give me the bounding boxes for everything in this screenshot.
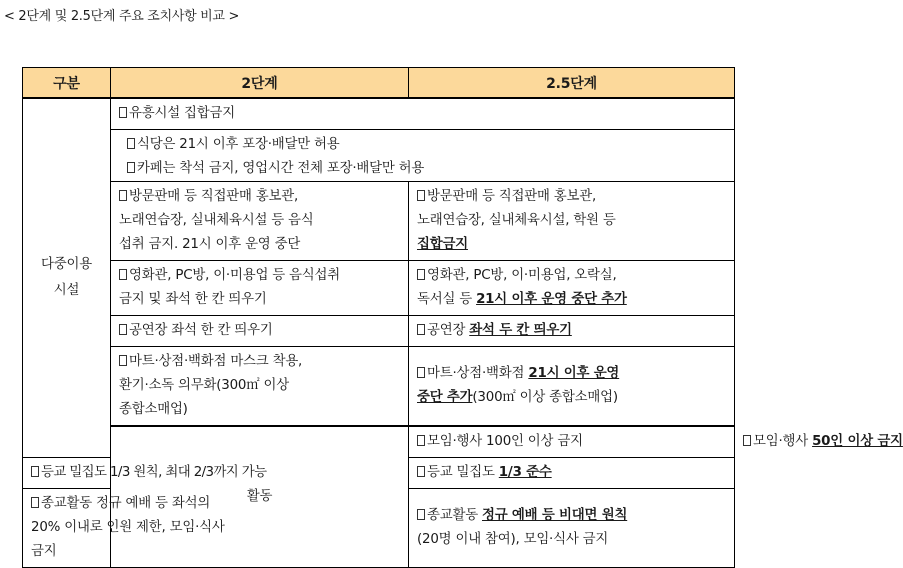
cell-text: 공연장	[427, 323, 470, 338]
cell-text: 금지	[31, 544, 57, 559]
header-row	[23, 68, 735, 99]
cell-text: 섭취 금지. 21시 이후 운영 중단	[119, 237, 301, 252]
checkbox-icon	[119, 355, 127, 366]
cell-text: 모임·행사	[753, 434, 813, 449]
cell-level2	[111, 347, 409, 427]
cell-text: 영화관, PC방, 이·미용업, 오락실,	[427, 268, 617, 283]
cell-level2	[23, 489, 225, 568]
cell-text: 20% 이내로 인원 제한, 모임·식사	[31, 520, 225, 535]
cell-text: 노래연습장, 실내체육시설 등 음식	[119, 213, 314, 228]
cell-text: (300㎡ 이상 종합소매업)	[472, 390, 618, 405]
cell-text: 방문판매 등 직접판매 홍보관,	[129, 189, 299, 204]
cell-level2	[23, 458, 267, 489]
row-text: 카페는 착석 금지, 영업시간 전체 포장·배달만 허용	[137, 161, 425, 176]
row-text: 유흥시설 집합금지	[129, 106, 235, 121]
category-label-line2: 시설	[53, 283, 80, 298]
cell-level2	[111, 261, 409, 316]
cell-text: 환기·소독 의무화(300㎡ 이상	[119, 378, 289, 393]
header-level25: 2.5단계	[409, 68, 735, 99]
cell-text: 노래연습장, 실내체육시설, 학원 등	[417, 213, 616, 228]
cell-text: 독서실 등	[417, 292, 477, 307]
highlight-text: 집합금지	[417, 237, 468, 252]
checkbox-icon	[119, 269, 127, 280]
cell-text: 방문판매 등 직접판매 홍보관,	[427, 189, 597, 204]
cell-level2	[111, 316, 409, 347]
cell-text: 마트·상점·백화점 마스크 착용,	[129, 354, 303, 369]
checkbox-icon	[417, 367, 425, 378]
cell-text: 공연장 좌석 한 칸 띄우기	[129, 323, 273, 338]
cell-text: 금지 및 좌석 한 칸 띄우기	[119, 292, 267, 307]
highlight-text: 1/3 준수	[498, 465, 552, 480]
checkbox-icon	[31, 497, 39, 508]
row-entertainment-ban	[111, 98, 735, 130]
cell-text: 마트·상점·백화점	[427, 366, 529, 381]
category-activities: 활동	[111, 426, 409, 568]
checkbox-icon	[31, 466, 39, 477]
table-row	[23, 98, 735, 130]
cell-level2	[111, 182, 409, 261]
cell-level25	[409, 458, 735, 489]
checkbox-icon	[417, 324, 425, 335]
checkbox-icon	[417, 269, 425, 280]
highlight-text: 21시 이후 운영	[528, 366, 620, 381]
highlight-text: 21시 이후 운영 중단 추가	[476, 292, 627, 307]
checkbox-icon	[127, 138, 135, 149]
category-label-line1: 다중이용	[41, 257, 92, 272]
highlight-text: 좌석 두 칸 띄우기	[469, 323, 572, 338]
table-row	[23, 316, 735, 347]
checkbox-icon	[417, 435, 425, 446]
cell-level25	[409, 182, 735, 261]
row-text: 식당은 21시 이후 포장·배달만 허용	[137, 137, 340, 152]
highlight-text: 중단 추가	[417, 390, 473, 405]
checkbox-icon	[417, 466, 425, 477]
cell-text: 등교 밀집도 1/3 원칙, 최대 2/3까지 가능	[41, 465, 267, 480]
checkbox-icon	[743, 435, 751, 446]
header-category: 구분	[23, 68, 111, 99]
cell-text: 종교활동 정규 예배 등 좌석의	[41, 496, 211, 511]
cell-level25	[409, 347, 735, 427]
checkbox-icon	[119, 324, 127, 335]
table-row	[23, 182, 735, 261]
cell-level2	[409, 426, 735, 458]
category-facilities	[23, 98, 111, 458]
cell-text: 모임·행사 100인 이상 금지	[427, 434, 583, 449]
highlight-text: 정규 예배 등 비대면 원칙	[482, 508, 628, 523]
cell-text: (20명 이내 참여), 모임·식사 금지	[417, 532, 609, 547]
cell-level25	[409, 261, 735, 316]
table-row	[23, 347, 735, 427]
cell-text: 영화관, PC방, 이·미용업 등 음식섭취	[129, 268, 340, 283]
cell-text: 종합소매업)	[119, 402, 188, 417]
table-caption: < 2단계 및 2.5단계 주요 조치사항 비교 >	[4, 9, 240, 24]
cell-level25	[409, 316, 735, 347]
table-row	[23, 426, 735, 458]
table-row	[23, 130, 735, 182]
checkbox-icon	[127, 162, 135, 173]
checkbox-icon	[417, 190, 425, 201]
cell-text: 종교활동	[427, 508, 482, 523]
cell-text: 등교 밀집도	[427, 465, 499, 480]
row-restaurants	[111, 130, 735, 182]
checkbox-icon	[119, 107, 127, 118]
highlight-text: 50인 이상 금지	[812, 434, 903, 449]
checkbox-icon	[119, 190, 127, 201]
table-row	[23, 261, 735, 316]
header-level2: 2단계	[111, 68, 409, 99]
comparison-table	[22, 67, 903, 568]
cell-level25	[409, 489, 735, 568]
checkbox-icon	[417, 509, 425, 520]
